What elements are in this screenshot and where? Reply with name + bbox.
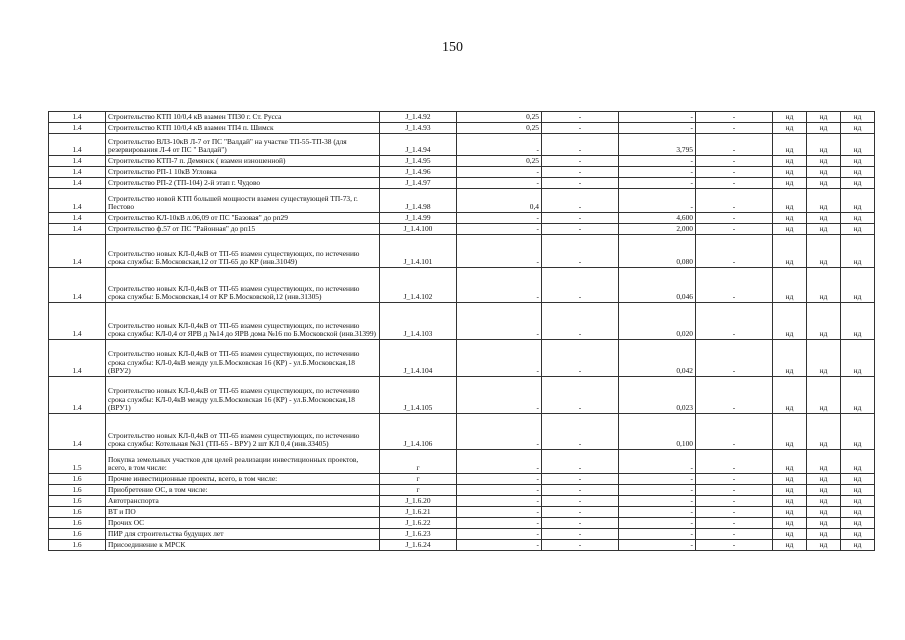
- nd-cell-2: нд: [807, 303, 841, 340]
- value-cell-3: -: [619, 540, 696, 551]
- value-cell-3: 4,600: [619, 213, 696, 224]
- nd-cell-3: нд: [841, 123, 875, 134]
- nd-cell-3: нд: [841, 529, 875, 540]
- item-name-cell: Строительство новых КЛ-0,4кВ от ТП-65 взамен существующих, по истечению срока службы: Котельная №31 (ТП-65 - ВРУ) 2 шт КЛ 0,4 (инв.33405): [106, 414, 380, 450]
- table-row: [49, 303, 875, 340]
- value-cell-2: -: [542, 485, 619, 496]
- item-name-cell: Строительство РП-1 10кВ Угловка: [106, 167, 380, 178]
- value-cell-3: -: [619, 167, 696, 178]
- table-row: [49, 112, 875, 123]
- item-name-cell: Строительство КТП 10/0,4 кВ взамен ТП4 п. Шимск: [106, 123, 380, 134]
- nd-cell-2: нд: [807, 474, 841, 485]
- nd-cell-2: нд: [807, 540, 841, 551]
- value-cell-3: 0,023: [619, 377, 696, 414]
- nd-cell-2: нд: [807, 268, 841, 303]
- project-code-cell: г: [380, 450, 457, 474]
- nd-cell-3: нд: [841, 496, 875, 507]
- value-cell-3: -: [619, 518, 696, 529]
- project-code-cell: г: [380, 485, 457, 496]
- value-cell-3: -: [619, 112, 696, 123]
- project-code-cell: J_1.4.92: [380, 112, 457, 123]
- value-cell-2: -: [542, 156, 619, 167]
- value-cell-2: -: [542, 540, 619, 551]
- nd-cell-3: нд: [841, 268, 875, 303]
- value-cell-2: -: [542, 224, 619, 235]
- value-cell-1: -: [457, 268, 542, 303]
- value-cell-2: -: [542, 496, 619, 507]
- nd-cell-3: нд: [841, 178, 875, 189]
- nd-cell-2: нд: [807, 235, 841, 268]
- table-row: [49, 134, 875, 156]
- project-code-cell: J_1.4.103: [380, 303, 457, 340]
- value-cell-2: -: [542, 213, 619, 224]
- value-cell-1: -: [457, 414, 542, 450]
- nd-cell-1: нд: [773, 167, 807, 178]
- table-row: [49, 123, 875, 134]
- table-row: [49, 474, 875, 485]
- row-number-cell: 1.6: [49, 529, 106, 540]
- nd-cell-1: нд: [773, 518, 807, 529]
- table-row: [49, 224, 875, 235]
- value-cell-2: -: [542, 340, 619, 377]
- investment-table: [48, 111, 875, 551]
- item-name-cell: Строительство новой КТП большей мощности взамен существующей ТП-73, г. Пестово: [106, 189, 380, 213]
- value-cell-2: -: [542, 189, 619, 213]
- item-name-cell: Прочие инвестиционные проекты, всего, в том числе:: [106, 474, 380, 485]
- value-cell-4: -: [696, 474, 773, 485]
- nd-cell-3: нд: [841, 156, 875, 167]
- nd-cell-1: нд: [773, 178, 807, 189]
- value-cell-3: 0,042: [619, 340, 696, 377]
- nd-cell-3: нд: [841, 189, 875, 213]
- value-cell-3: 0,046: [619, 268, 696, 303]
- table-row: [49, 485, 875, 496]
- value-cell-1: -: [457, 450, 542, 474]
- nd-cell-1: нд: [773, 474, 807, 485]
- nd-cell-2: нд: [807, 156, 841, 167]
- nd-cell-3: нд: [841, 213, 875, 224]
- table-row: [49, 340, 875, 377]
- value-cell-4: -: [696, 450, 773, 474]
- value-cell-4: -: [696, 540, 773, 551]
- item-name-cell: Строительство новых КЛ-0,4кВ от ТП-65 взамен существующих, по истечению срока службы: Б.Московская,14 от КР Б.Московской,12 (инв.31305): [106, 268, 380, 303]
- nd-cell-2: нд: [807, 485, 841, 496]
- nd-cell-3: нд: [841, 474, 875, 485]
- nd-cell-1: нд: [773, 189, 807, 213]
- value-cell-2: -: [542, 414, 619, 450]
- nd-cell-1: нд: [773, 303, 807, 340]
- table-row: [49, 518, 875, 529]
- nd-cell-1: нд: [773, 450, 807, 474]
- nd-cell-2: нд: [807, 213, 841, 224]
- project-code-cell: J_1.4.96: [380, 167, 457, 178]
- project-code-cell: J_1.6.21: [380, 507, 457, 518]
- item-name-cell: Строительство ВЛЗ-10кВ Л-7 от ПС "Валдай" на участке ТП-55-ТП-38 (для резервирования Л-4 от ПС " Валдай"): [106, 134, 380, 156]
- project-code-cell: J_1.4.106: [380, 414, 457, 450]
- item-name-cell: Строительство КЛ-10кВ л.06,09 от ПС "Базовая" до рп29: [106, 213, 380, 224]
- value-cell-1: -: [457, 178, 542, 189]
- nd-cell-3: нд: [841, 167, 875, 178]
- value-cell-1: 0,25: [457, 112, 542, 123]
- project-code-cell: J_1.4.93: [380, 123, 457, 134]
- project-code-cell: J_1.4.101: [380, 235, 457, 268]
- row-number-cell: 1.4: [49, 414, 106, 450]
- item-name-cell: Строительство новых КЛ-0,4кВ от ТП-65 взамен существующих, по истечению срока службы: КЛ-0,4кВ между ул.Б.Московская 16 (КР) - ул.Б.Московская,18 (ВРУ2): [106, 340, 380, 377]
- value-cell-4: -: [696, 414, 773, 450]
- nd-cell-2: нд: [807, 123, 841, 134]
- value-cell-3: 2,000: [619, 224, 696, 235]
- row-number-cell: 1.4: [49, 224, 106, 235]
- item-name-cell: Строительство новых КЛ-0,4кВ от ТП-65 взамен существующих, по истечению срока службы: КЛ-0,4кВ между ул.Б.Московская 16 (КР) - ул.Б.Московская,18 (ВРУ1): [106, 377, 380, 414]
- nd-cell-3: нд: [841, 507, 875, 518]
- value-cell-1: -: [457, 518, 542, 529]
- nd-cell-3: нд: [841, 134, 875, 156]
- nd-cell-2: нд: [807, 414, 841, 450]
- value-cell-2: -: [542, 303, 619, 340]
- item-name-cell: Строительство РП-2 (ТП-104) 2-й этап г. Чудово: [106, 178, 380, 189]
- table-body: [49, 112, 875, 551]
- value-cell-3: -: [619, 189, 696, 213]
- row-number-cell: 1.4: [49, 340, 106, 377]
- value-cell-2: -: [542, 112, 619, 123]
- nd-cell-3: нд: [841, 340, 875, 377]
- value-cell-4: -: [696, 340, 773, 377]
- nd-cell-3: нд: [841, 485, 875, 496]
- value-cell-3: -: [619, 485, 696, 496]
- table-row: [49, 540, 875, 551]
- value-cell-1: -: [457, 134, 542, 156]
- value-cell-4: -: [696, 156, 773, 167]
- project-code-cell: J_1.4.97: [380, 178, 457, 189]
- value-cell-1: -: [457, 235, 542, 268]
- value-cell-1: -: [457, 496, 542, 507]
- row-number-cell: 1.4: [49, 377, 106, 414]
- nd-cell-1: нд: [773, 213, 807, 224]
- nd-cell-1: нд: [773, 235, 807, 268]
- value-cell-2: -: [542, 123, 619, 134]
- project-code-cell: J_1.4.98: [380, 189, 457, 213]
- nd-cell-2: нд: [807, 377, 841, 414]
- value-cell-3: -: [619, 156, 696, 167]
- nd-cell-2: нд: [807, 450, 841, 474]
- item-name-cell: Строительство КТП 10/0,4 кВ взамен ТП30 г. Ст. Русса: [106, 112, 380, 123]
- row-number-cell: 1.6: [49, 540, 106, 551]
- item-name-cell: ПИР для строительства будущих лет: [106, 529, 380, 540]
- item-name-cell: Покупка земельных участков для целей реализации инвестиционных проектов, всего, в том числе:: [106, 450, 380, 474]
- row-number-cell: 1.4: [49, 167, 106, 178]
- nd-cell-1: нд: [773, 134, 807, 156]
- value-cell-4: -: [696, 134, 773, 156]
- nd-cell-2: нд: [807, 112, 841, 123]
- row-number-cell: 1.4: [49, 189, 106, 213]
- table-row: [49, 156, 875, 167]
- value-cell-4: -: [696, 268, 773, 303]
- value-cell-1: -: [457, 540, 542, 551]
- nd-cell-1: нд: [773, 224, 807, 235]
- value-cell-4: -: [696, 485, 773, 496]
- value-cell-4: -: [696, 235, 773, 268]
- row-number-cell: 1.6: [49, 496, 106, 507]
- value-cell-2: -: [542, 235, 619, 268]
- row-number-cell: 1.4: [49, 213, 106, 224]
- value-cell-1: -: [457, 213, 542, 224]
- nd-cell-1: нд: [773, 112, 807, 123]
- row-number-cell: 1.6: [49, 507, 106, 518]
- nd-cell-1: нд: [773, 529, 807, 540]
- nd-cell-3: нд: [841, 224, 875, 235]
- row-number-cell: 1.5: [49, 450, 106, 474]
- table-row: [49, 496, 875, 507]
- value-cell-2: -: [542, 377, 619, 414]
- project-code-cell: J_1.4.95: [380, 156, 457, 167]
- row-number-cell: 1.6: [49, 518, 106, 529]
- nd-cell-3: нд: [841, 303, 875, 340]
- value-cell-1: 0,25: [457, 156, 542, 167]
- value-cell-3: -: [619, 507, 696, 518]
- nd-cell-3: нд: [841, 235, 875, 268]
- nd-cell-2: нд: [807, 189, 841, 213]
- row-number-cell: 1.4: [49, 268, 106, 303]
- nd-cell-3: нд: [841, 540, 875, 551]
- value-cell-2: -: [542, 529, 619, 540]
- nd-cell-2: нд: [807, 496, 841, 507]
- table-row: [49, 235, 875, 268]
- nd-cell-3: нд: [841, 377, 875, 414]
- value-cell-1: -: [457, 529, 542, 540]
- nd-cell-2: нд: [807, 134, 841, 156]
- project-code-cell: J_1.6.20: [380, 496, 457, 507]
- project-code-cell: J_1.6.23: [380, 529, 457, 540]
- item-name-cell: Строительство новых КЛ-0,4кВ от ТП-65 взамен существующих, по истечению срока службы: КЛ-0,4 от ЯРВ д №14 до ЯРВ дома №16 по Б.Московской (инв.31399): [106, 303, 380, 340]
- item-name-cell: Приобретение ОС, в том числе:: [106, 485, 380, 496]
- project-code-cell: J_1.6.24: [380, 540, 457, 551]
- value-cell-4: -: [696, 529, 773, 540]
- nd-cell-1: нд: [773, 507, 807, 518]
- nd-cell-1: нд: [773, 377, 807, 414]
- table-row: [49, 377, 875, 414]
- table-row: [49, 450, 875, 474]
- value-cell-3: -: [619, 450, 696, 474]
- value-cell-2: -: [542, 450, 619, 474]
- value-cell-3: -: [619, 474, 696, 485]
- value-cell-4: -: [696, 178, 773, 189]
- nd-cell-1: нд: [773, 414, 807, 450]
- value-cell-4: -: [696, 303, 773, 340]
- nd-cell-1: нд: [773, 485, 807, 496]
- value-cell-3: -: [619, 529, 696, 540]
- nd-cell-3: нд: [841, 518, 875, 529]
- value-cell-2: -: [542, 474, 619, 485]
- value-cell-4: -: [696, 112, 773, 123]
- row-number-cell: 1.4: [49, 123, 106, 134]
- nd-cell-1: нд: [773, 123, 807, 134]
- nd-cell-3: нд: [841, 450, 875, 474]
- value-cell-3: 3,795: [619, 134, 696, 156]
- value-cell-4: -: [696, 496, 773, 507]
- value-cell-4: -: [696, 189, 773, 213]
- row-number-cell: 1.4: [49, 303, 106, 340]
- item-name-cell: Строительство КТП-7 п. Демянск ( взамен изношенной): [106, 156, 380, 167]
- value-cell-1: -: [457, 340, 542, 377]
- value-cell-1: 0,25: [457, 123, 542, 134]
- nd-cell-2: нд: [807, 518, 841, 529]
- value-cell-1: -: [457, 377, 542, 414]
- nd-cell-2: нд: [807, 340, 841, 377]
- nd-cell-2: нд: [807, 224, 841, 235]
- page-number: 150: [442, 40, 463, 55]
- value-cell-4: -: [696, 507, 773, 518]
- project-code-cell: J_1.4.94: [380, 134, 457, 156]
- row-number-cell: 1.4: [49, 112, 106, 123]
- project-code-cell: J_1.4.104: [380, 340, 457, 377]
- nd-cell-2: нд: [807, 529, 841, 540]
- nd-cell-1: нд: [773, 340, 807, 377]
- value-cell-1: -: [457, 303, 542, 340]
- item-name-cell: Строительство новых КЛ-0,4кВ от ТП-65 взамен существующих, по истечению срока службы: Б.Московская,12 от ТП-65 до КР (инв.31049): [106, 235, 380, 268]
- nd-cell-1: нд: [773, 540, 807, 551]
- value-cell-1: -: [457, 224, 542, 235]
- nd-cell-3: нд: [841, 414, 875, 450]
- value-cell-4: -: [696, 224, 773, 235]
- table-row: [49, 529, 875, 540]
- value-cell-4: -: [696, 213, 773, 224]
- nd-cell-2: нд: [807, 167, 841, 178]
- item-name-cell: Присоединение к МРСК: [106, 540, 380, 551]
- value-cell-3: 0,080: [619, 235, 696, 268]
- table-row: [49, 268, 875, 303]
- table-row: [49, 213, 875, 224]
- row-number-cell: 1.4: [49, 156, 106, 167]
- nd-cell-3: нд: [841, 112, 875, 123]
- value-cell-2: -: [542, 268, 619, 303]
- project-code-cell: г: [380, 474, 457, 485]
- nd-cell-2: нд: [807, 178, 841, 189]
- table-row: [49, 167, 875, 178]
- value-cell-2: -: [542, 134, 619, 156]
- value-cell-3: -: [619, 123, 696, 134]
- row-number-cell: 1.4: [49, 178, 106, 189]
- value-cell-4: -: [696, 167, 773, 178]
- row-number-cell: 1.6: [49, 474, 106, 485]
- value-cell-3: -: [619, 178, 696, 189]
- item-name-cell: Прочих ОС: [106, 518, 380, 529]
- value-cell-4: -: [696, 518, 773, 529]
- item-name-cell: Строительство ф.57 от ПС "Районная" до рп15: [106, 224, 380, 235]
- nd-cell-1: нд: [773, 156, 807, 167]
- value-cell-1: -: [457, 167, 542, 178]
- value-cell-1: -: [457, 485, 542, 496]
- value-cell-3: -: [619, 496, 696, 507]
- project-code-cell: J_1.4.99: [380, 213, 457, 224]
- project-code-cell: J_1.4.100: [380, 224, 457, 235]
- value-cell-1: -: [457, 474, 542, 485]
- value-cell-2: -: [542, 178, 619, 189]
- value-cell-1: -: [457, 507, 542, 518]
- row-number-cell: 1.6: [49, 485, 106, 496]
- table-row: [49, 178, 875, 189]
- row-number-cell: 1.4: [49, 235, 106, 268]
- table-row: [49, 414, 875, 450]
- value-cell-3: 0,020: [619, 303, 696, 340]
- value-cell-2: -: [542, 507, 619, 518]
- project-code-cell: J_1.6.22: [380, 518, 457, 529]
- table-row: [49, 507, 875, 518]
- item-name-cell: ВТ и ПО: [106, 507, 380, 518]
- project-code-cell: J_1.4.102: [380, 268, 457, 303]
- row-number-cell: 1.4: [49, 134, 106, 156]
- value-cell-3: 0,100: [619, 414, 696, 450]
- value-cell-4: -: [696, 123, 773, 134]
- value-cell-1: 0,4: [457, 189, 542, 213]
- nd-cell-2: нд: [807, 507, 841, 518]
- nd-cell-1: нд: [773, 496, 807, 507]
- value-cell-4: -: [696, 377, 773, 414]
- table-row: [49, 189, 875, 213]
- value-cell-2: -: [542, 518, 619, 529]
- nd-cell-1: нд: [773, 268, 807, 303]
- project-code-cell: J_1.4.105: [380, 377, 457, 414]
- item-name-cell: Автотранспорта: [106, 496, 380, 507]
- value-cell-2: -: [542, 167, 619, 178]
